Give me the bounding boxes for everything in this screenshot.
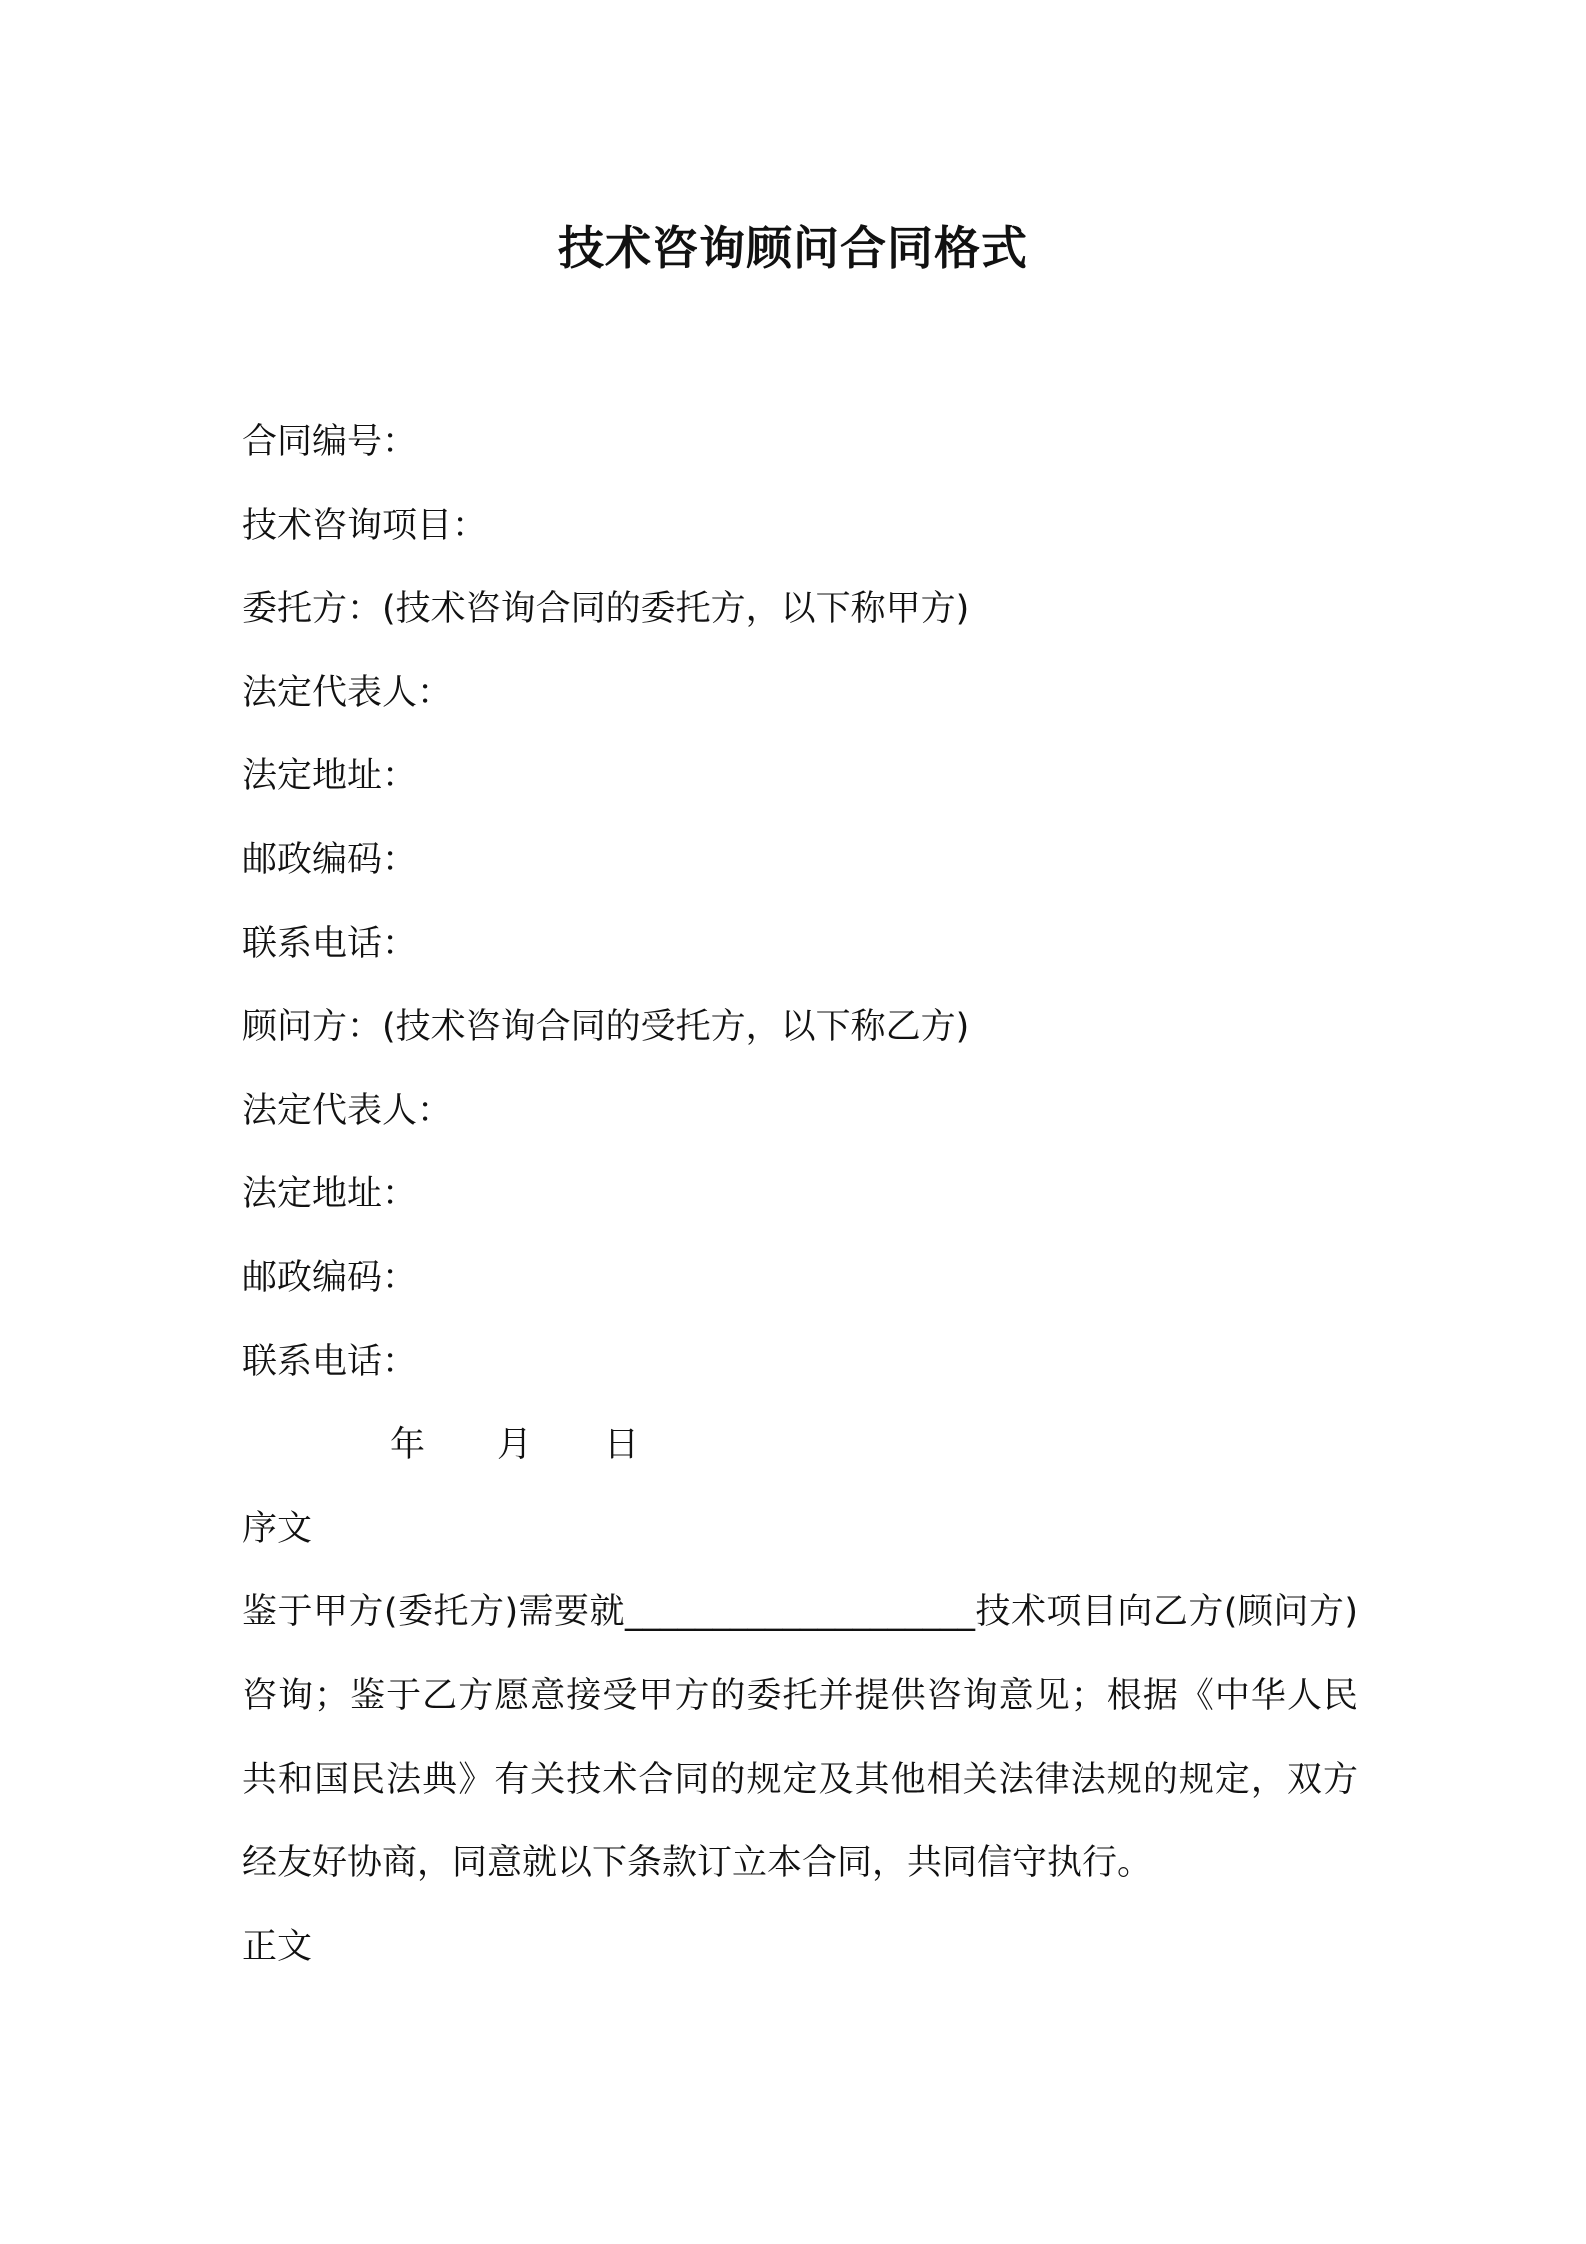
preface-paragraph: 鉴于甲方(委托方)需要就____________________技术项目向乙方(顾问方)咨询；鉴于乙方愿意接受甲方的委托并提供咨询意见；根据《中华人民共和国民法典》有关技术合同的规定及其他相关法律法规的规定，双方经友好协商，同意就以下条款订立本合同，共同信守执行。 [242,1592,1358,1884]
field-consultant-legal-representative: 法定代表人： [242,1090,453,1131]
field-consultant-phone: 联系电话： [242,1341,418,1382]
field-contract-number: 合同编号： [242,422,418,462]
document-body [242,401,1358,1989]
field-consultant-legal-address: 法定地址： [242,1174,418,1215]
field-consultant: 顾问方：(技术咨询合同的受托方，以下称乙方) [242,1007,970,1048]
date-year: 年 [390,1425,426,1466]
date-day: 日 [604,1425,640,1466]
date-line [242,1404,1358,1488]
field-client-phone: 联系电话： [242,923,418,964]
field-consultant-postal-code: 邮政编码： [242,1257,418,1298]
preface-heading: 序文 [242,1508,313,1549]
field-client-legal-address: 法定地址： [242,756,418,797]
field-client-legal-representative: 法定代表人： [242,672,453,713]
field-client-postal-code: 邮政编码： [242,839,418,880]
date-month: 月 [497,1425,533,1466]
field-consulting-project: 技术咨询项目： [242,505,488,546]
field-client: 委托方：(技术咨询合同的委托方，以下称甲方) [242,589,970,630]
body-heading: 正文 [242,1926,313,1967]
document-title: 技术咨询顾问合同格式 [558,221,1028,275]
